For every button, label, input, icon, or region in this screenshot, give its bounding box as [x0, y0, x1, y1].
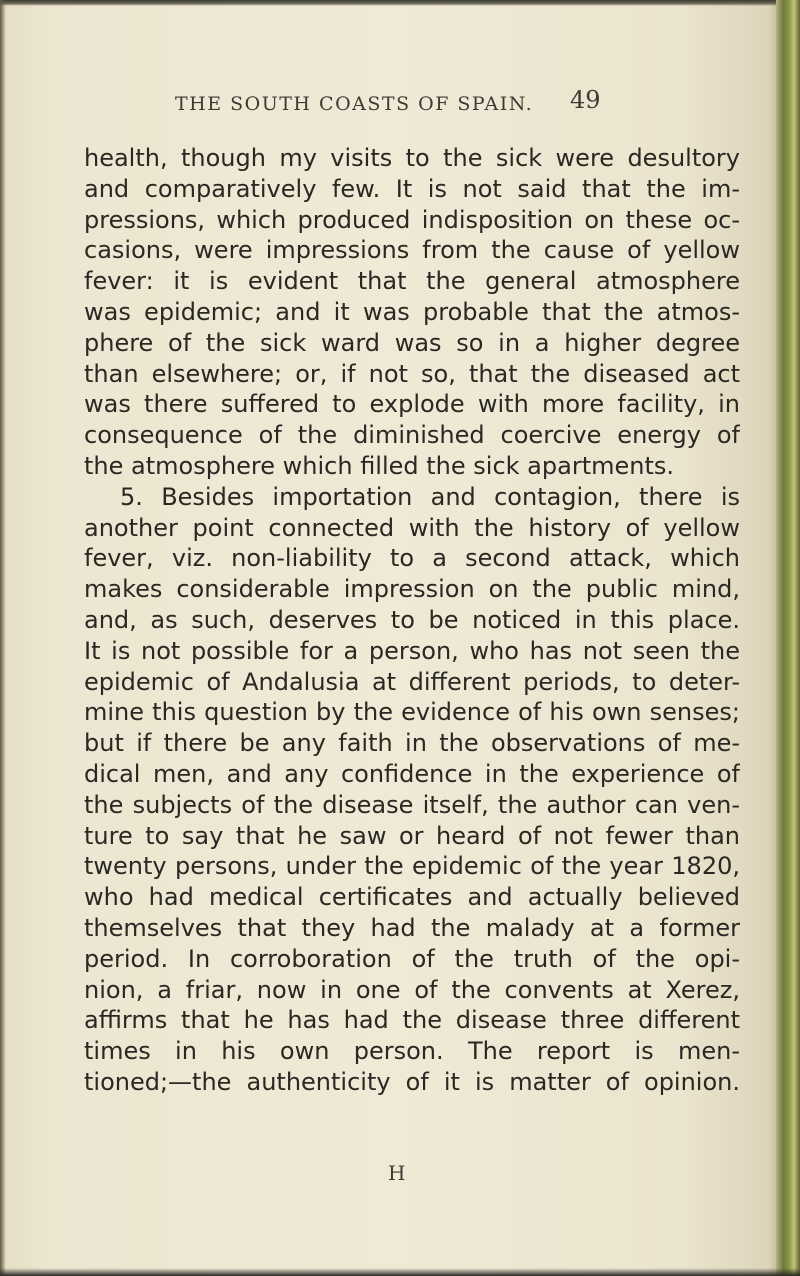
text-line: but if there be any faith in the observations of me- [84, 729, 740, 758]
text-line: ture to say that he saw or heard of not fewer than [84, 821, 740, 850]
page-left-shadow [0, 0, 6, 1276]
text-line: mine this question by the evidence of his own senses; [84, 698, 740, 727]
text-line: epidemic of Andalusia at different periods, to deter- [84, 667, 740, 696]
text-line: and, as such, deserves to be noticed in this place. [84, 605, 740, 634]
page-top-shadow [0, 0, 800, 6]
text-line: was epidemic; and it was probable that the atmos- [84, 297, 740, 326]
running-title: THE SOUTH COASTS OF SPAIN. [175, 93, 534, 115]
text-line: dical men, and any confidence in the experience of [84, 759, 740, 788]
section-start-line: 5. Besides importation and contagion, there is [120, 482, 740, 511]
text-line: affirms that he has had the disease three different [84, 1006, 740, 1035]
text-line: and comparatively few. It is not said that the im- [84, 174, 740, 203]
signature-mark: H [388, 1161, 406, 1185]
text-line: It is not possible for a person, who has not seen the [84, 636, 740, 665]
text-line: consequence of the diminished coercive energy of [84, 421, 740, 450]
text-line: phere of the sick ward was so in a higher degree [84, 328, 740, 357]
text-line: period. In corroboration of the truth of the opi- [84, 944, 740, 973]
text-line: themselves that they had the malady at a former [84, 913, 740, 942]
text-line: tioned;—the authenticity of it is matter of opinion. [84, 1067, 740, 1096]
text-line: the atmosphere which filled the sick apartments. [84, 451, 675, 480]
text-line: fever: it is evident that the general atmosphere [84, 267, 740, 296]
book-binding-edge [776, 0, 800, 1276]
text-line: twenty persons, under the epidemic of the year 1820, [84, 852, 740, 881]
text-line: than elsewhere; or, if not so, that the diseased act [84, 359, 740, 388]
text-line: nion, a friar, now in one of the convents at Xerez, [84, 975, 740, 1004]
text-line: health, though my visits to the sick were desultory [84, 144, 740, 172]
text-line: casions, were impressions from the cause of yellow [84, 236, 740, 265]
text-line: the subjects of the disease itself, the author can ven- [84, 790, 740, 819]
text-line: makes considerable impression on the public mind, [84, 575, 740, 604]
page-number: 49 [570, 86, 601, 114]
text-line: another point connected with the history of yellow [84, 513, 740, 542]
page-bottom-shadow [0, 1268, 800, 1276]
text-line: who had medical certificates and actually believed [84, 883, 740, 912]
text-line: fever, viz. non-liability to a second attack, which [84, 544, 740, 573]
text-line: was there suffered to explode with more facility, in [84, 390, 740, 419]
text-line: pressions, which produced indisposition on these oc- [84, 205, 740, 234]
body-text [84, 143, 740, 1098]
text-line: times in his own person. The report is men- [84, 1037, 740, 1066]
